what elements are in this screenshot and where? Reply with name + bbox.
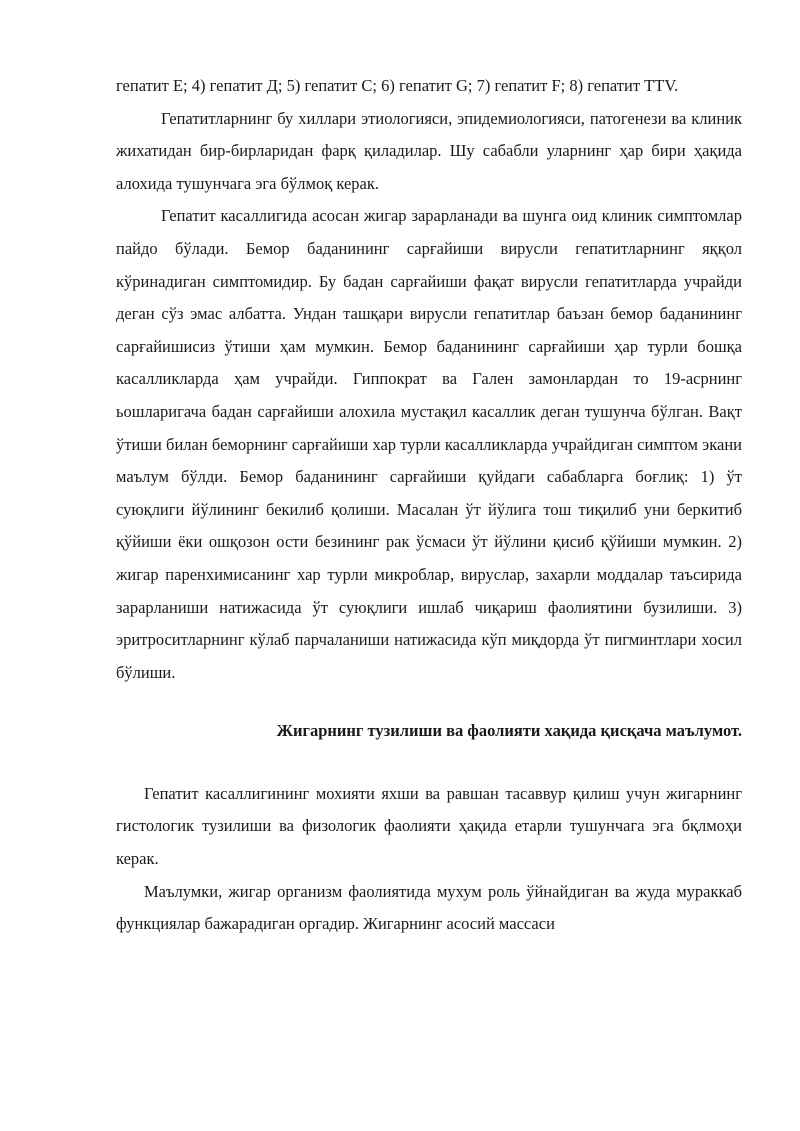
paragraph-hepatitis-types: Гепатитларнинг бу хиллари этиологияси, эпидемиологияси, патогенези ва клиник жихатидан бир-бирларидан фарқ қиладилар. Шу сабабли уларнинг ҳар бири ҳақида алохида тушунчага эга бўлмоқ керак.: [116, 108, 742, 193]
section-heading: Жигарнинг тузилиши ва фаолияти хақида қисқача маълумот.: [276, 721, 742, 741]
spacer: [116, 748, 742, 778]
paragraph-jaundice: Гепатит касаллигида асосан жигар зарарланади ва шунга оид клиник симптомлар пайдо бўлади. Бемор баданининг сарғайиши вирусли гепатитларнинг яққол кўринадиган симптомидир. Бу бадан сарғайиши фақат вирусли гепатитларда учрайди деган сўз эмас албатта. Ундан ташқари вирусли гепатитлар баъзан бемор баданининг сарғайишисиз ўтиши ҳам мумкин. Бемор баданининг сарғайиши ҳар турли бошқа касалликларда ҳам учрайди. Гиппократ ва Гален замонлардан то 19-асрнинг ьошларигача бадан сарғайиши алохила мустақил касаллик деган тушунча бўлган. Вақт ўтиши билан беморнинг сарғайиши хар турли касалликларда учрайдиган симптом экани маълум бўлди. Бемор баданининг сарғайиши қуйдаги сабабларга боғлиқ: 1) ўт суюқлиги йўлининг бекилиб қолиши. Масалан ўт йўлига тош тиқилиб уни беркитиб қўйиши ёки ошқозон ости безининг рак ўсмаси ўт йўлини қисиб қўйиши мумкин. 2) жигар паренхимисанинг хар турли микроблар, вируслар, захарли моддалар таъсирида зарарланиши натижасида ўт суюқлиги ишлаб чиқариш фаолиятини бузилиши. 3) эритроситларнинг кўлаб парчаланиши натижасида кўп миқдорда ўт пигминтлари хосил бўлиши.: [116, 206, 742, 682]
spacer: [116, 689, 742, 715]
paragraph-liver-function: Маълумки, жигар организм фаолиятида мухум роль ўйнайдиган ва жуда мураккаб функциялар бажарадиган оргадир. Жигарнинг асосий массаси: [116, 881, 742, 934]
document-page: [116, 70, 742, 941]
paragraph-hepatitis-list: гепатит E; 4) гепатит Д; 5) гепатит C; 6) гепатит G; 7) гепатит F; 8) гепатит TTV.: [116, 76, 679, 95]
paragraph-liver-intro: Гепатит касаллигининг мохияти яхши ва равшан тасаввур қилиш учун жигарнинг гистологик тузилиши ва физологик фаолияти ҳақида етарли тушунчага эга бқлмоҳи керак.: [116, 783, 742, 869]
